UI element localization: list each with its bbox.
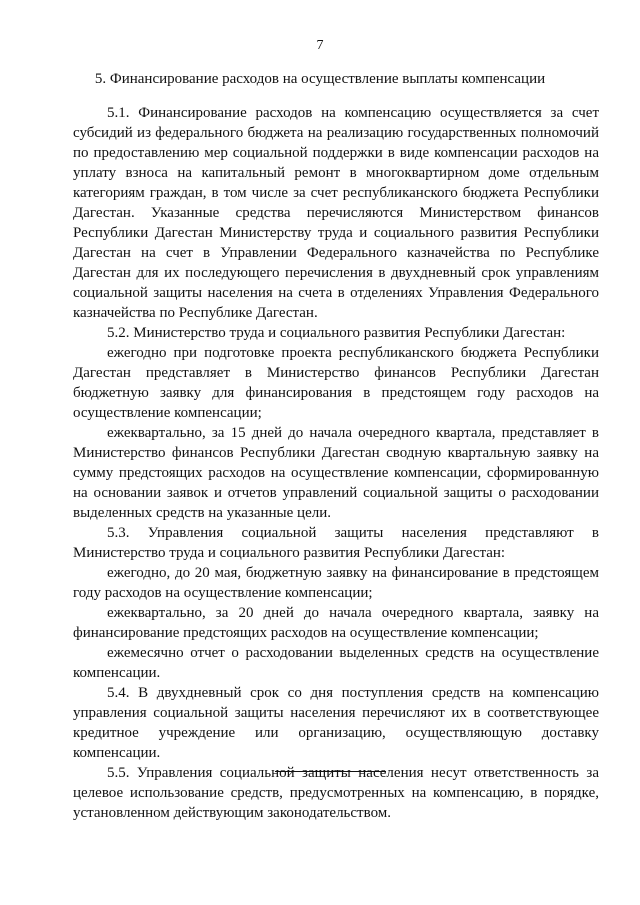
- paragraph-5-3: 5.3. Управления социальной защиты населения представляют в Министерство труда и социального развития Республики Дагестан:: [73, 525, 599, 561]
- paragraph-5-3-quarterly: ежеквартально, за 20 дней до начала очередного квартала, заявку на финансирование предстоящих расходов на осуществление компенсации;: [73, 605, 599, 641]
- paragraph-5-1: 5.1. Финансирование расходов на компенсацию осуществляется за счет субсидий из федерального бюджета на реализацию государственных полномочий по предоставлению мер социальной поддержки в виде компенсации расходов на уплату взноса на капитальный ремонт в многоквартирном доме отдельным категориям граждан, в том числе за счет республиканского бюджета Республики Дагестан. Указанные средства перечисляются Министерством финансов Республики Дагестан Министерству труда и социального развития Республики Дагестан на счет в Управлении Федерального казначейства по Республике Дагестан для их последующего перечисления в двухдневный срок управлениям социальной защиты населения на счета в отделениях Управления Федерального казначейства по Республике Дагестан.: [73, 105, 599, 321]
- section-heading: 5. Финансирование расходов на осуществление выплаты компенсации: [94, 71, 546, 87]
- closing-rule: [275, 771, 386, 772]
- paragraph-5-2-quarterly: ежеквартально, за 15 дней до начала очередного квартала, представляет в Министерство финансов Республики Дагестан сводную квартальную заявку на сумму предстоящих расходов на осуществление компенсации, сформированную на основании заявок и отчетов управлений социальной защиты о расходовании выделенных средств на указанные цели.: [73, 425, 599, 521]
- paragraph-5-5: 5.5. Управления социальной защиты населения несут ответственность за целевое использование средств, предусмотренных на компенсацию, в порядке, установленном действующим законодательством.: [73, 765, 599, 821]
- paragraph-5-4: 5.4. В двухдневный срок со дня поступления средств на компенсацию управления социальной защиты населения перечисляют их в соответствующее кредитное учреждение или организацию, осуществляющую доставку компенсации.: [73, 685, 599, 761]
- paragraph-5-3-monthly: ежемесячно отчет о расходовании выделенных средств на осуществление компенсации.: [73, 645, 599, 681]
- paragraph-5-3-annual: ежегодно, до 20 мая, бюджетную заявку на финансирование в предстоящем году расходов на осуществление компенсации;: [73, 565, 599, 601]
- document-body: [73, 103, 599, 823]
- paragraph-5-2-annual: ежегодно при подготовке проекта республиканского бюджета Республики Дагестан представляет в Министерство финансов Республики Дагестан бюджетную заявку для финансирования в предстоящем году расходов на осуществление компенсации;: [73, 345, 599, 421]
- page-number: 7: [316, 38, 324, 53]
- paragraph-5-2: 5.2. Министерство труда и социального развития Республики Дагестан:: [107, 325, 566, 341]
